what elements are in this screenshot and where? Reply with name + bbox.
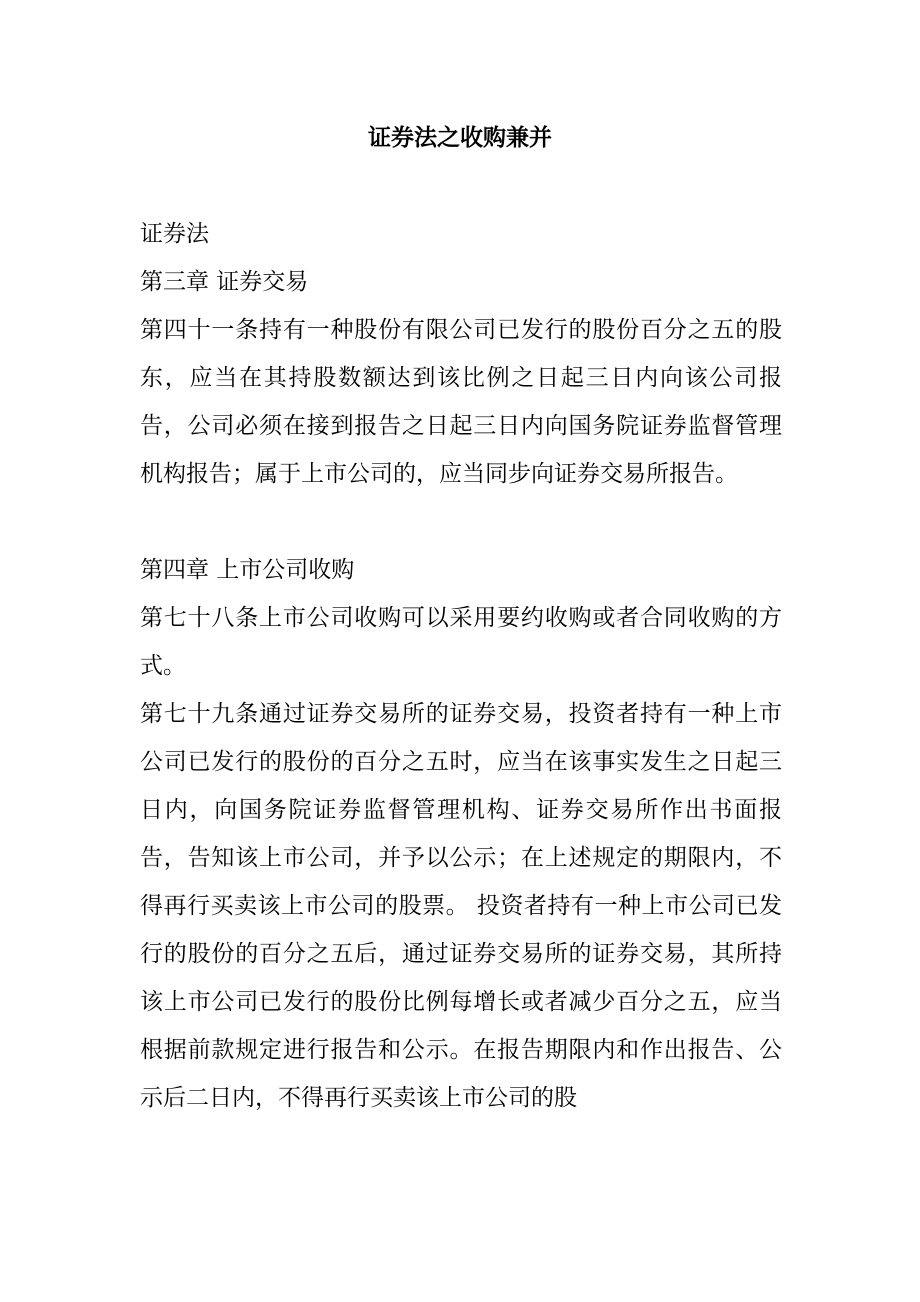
chapter-4-heading: 第四章 上市公司收购 bbox=[140, 557, 355, 583]
article-78-paragraph: 第七十八条上市公司收购可以采用要约收购或者合同收购的方式。 bbox=[140, 605, 782, 679]
paragraph-spacer bbox=[140, 498, 782, 546]
law-name: 证券法 bbox=[140, 221, 209, 247]
document-title: 证券法之收购兼并 bbox=[368, 124, 552, 151]
chapter-3-heading: 第三章 证券交易 bbox=[140, 269, 309, 295]
document-body bbox=[140, 210, 782, 1122]
article-79-paragraph: 第七十九条通过证券交易所的证券交易，投资者持有一种上市公司已发行的股份的百分之五时，应当在该事实发生之日起三日内，向国务院证券监督管理机构、证券交易所作出书面报告，告知该上市公司，并予以公示；在上述规定的期限内，不得再行买卖该上市公司的股票。 投资者持有一种上市公司已发行的股份的百分之五后，通过证券交易所的证券交易，其所持该上市公司已发行的股份比例每增长或者减少百分之五，应当根据前款规定进行报告和公示。在报告期限内和作出报告、公示后二日内，不得再行买卖该上市公司的股 bbox=[140, 701, 782, 1111]
article-41-paragraph: 第四十一条持有一种股份有限公司已发行的股份百分之五的股东，应当在其持股数额达到该比例之日起三日内向该公司报告，公司必须在接到报告之日起三日内向国务院证券监督管理机构报告；属于上市公司的，应当同步向证券交易所报告。 bbox=[140, 317, 782, 487]
